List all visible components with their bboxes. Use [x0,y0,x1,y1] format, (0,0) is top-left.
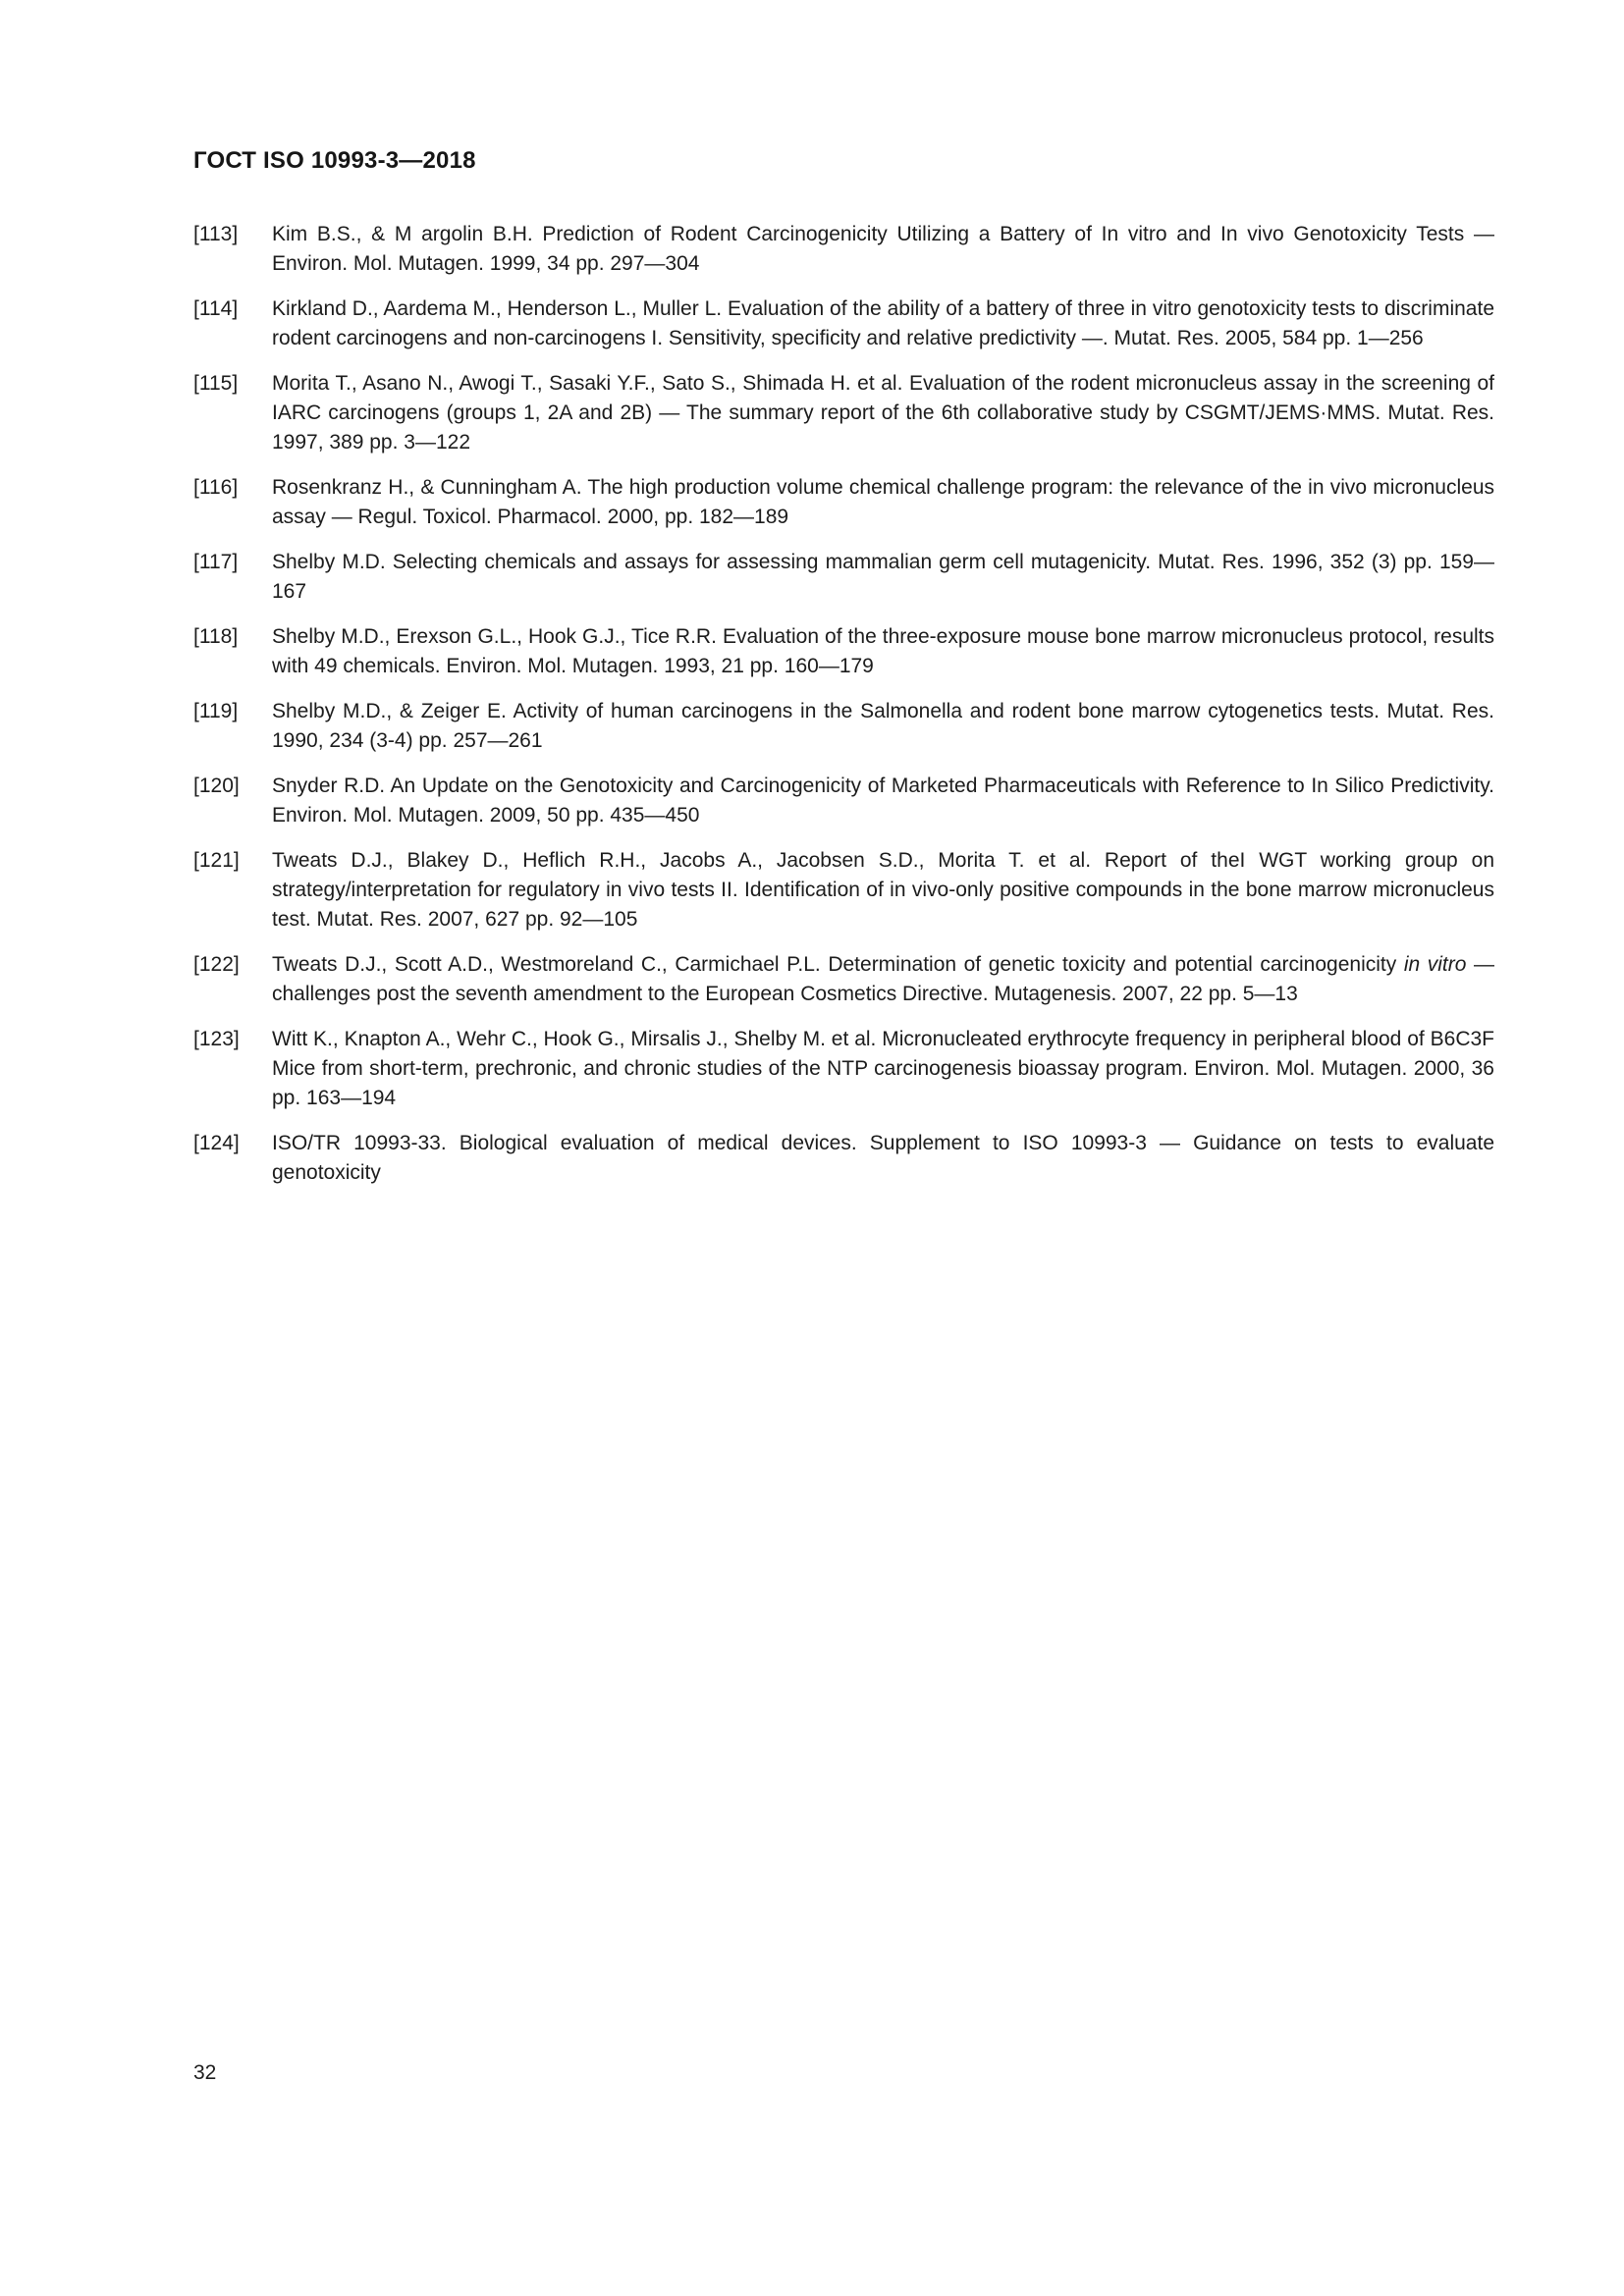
reference-entry [193,622,1494,681]
reference-text [272,220,1494,279]
reference-number: [124] [193,1132,240,1154]
reference-text-segment: Tweats D.J., Blakey D., Heflich R.H., Jacobs A., Jacobsen S.D., Morita T. et al. Report of theI WGT working group on strategy/interpretation for regulatory in vivo tests II. Identification of in vivo-only positive compounds in the bone marrow micronucleus test. Mutat. Res. 2007, 627 pp. 92—105 [272,849,1494,931]
reference-text [272,846,1494,934]
reference-text [272,1129,1494,1188]
reference-number: [120] [193,774,240,797]
reference-entry [193,548,1494,607]
reference-text-segment: — challenges post the seventh amendment to the European Cosmetics Directive. Mutagenesis. 2007, 22 pp. 5—13 [272,953,1494,1005]
reference-entry [193,950,1494,1009]
reference-text [272,369,1494,457]
reference-number: [121] [193,849,240,872]
reference-text-segment: Snyder R.D. An Update on the Genotoxicity and Carcinogenicity of Marketed Pharmaceuticals with Reference to In Silico Predictivity. Environ. Mol. Mutagen. 2009, 50 pp. 435—450 [272,774,1494,827]
references-list [193,220,1494,1188]
reference-text [272,1025,1494,1113]
reference-text-segment: ISO/TR 10993-33. Biological evaluation of medical devices. Supplement to ISO 10993-3 — Guidance on tests to evaluate genotoxicity [272,1132,1494,1184]
reference-text-segment: Shelby M.D., Erexson G.L., Hook G.J., Tice R.R. Evaluation of the three-exposure mouse bone marrow micronucleus protocol, results with 49 chemicals. Environ. Mol. Mutagen. 1993, 21 pp. 160—179 [272,625,1494,677]
reference-entry [193,846,1494,934]
reference-number: [123] [193,1028,240,1050]
page-number: 32 [193,2061,217,2084]
reference-entry [193,1025,1494,1113]
reference-number: [117] [193,551,239,573]
reference-entry [193,220,1494,279]
reference-text-segment: Shelby M.D. Selecting chemicals and assays for assessing mammalian germ cell mutagenicity. Mutat. Res. 1996, 352 (3) pp. 159—167 [272,551,1494,603]
reference-number: [113] [193,223,239,245]
reference-text [272,548,1494,607]
reference-text [272,473,1494,532]
reference-number: [118] [193,625,239,648]
reference-entry [193,772,1494,830]
reference-text-segment: Rosenkranz H., & Cunningham A. The high production volume chemical challenge program: the relevance of the in vivo micronucleus assay — Regul. Toxicol. Pharmacol. 2000, pp. 182—189 [272,476,1494,528]
reference-text-segment: Kirkland D., Aardema M., Henderson L., Muller L. Evaluation of the ability of a battery of three in vitro genotoxicity tests to discriminate rodent carcinogens and non-carcinogens I. Sensitivity, specificity and relative predictivity —. Mutat. Res. 2005, 584 pp. 1—256 [272,297,1494,349]
reference-entry [193,473,1494,532]
reference-text-segment: Shelby M.D., & Zeiger E. Activity of human carcinogens in the Salmonella and rodent bone marrow cytogenetics tests. Mutat. Res. 1990, 234 (3-4) pp. 257—261 [272,700,1494,752]
reference-number: [114] [193,297,239,320]
reference-text [272,697,1494,756]
reference-number: [115] [193,372,239,395]
reference-text-italic-segment: in vitro [1403,953,1467,976]
document-title: ГОСТ ISO 10993-3—2018 [193,147,476,174]
reference-text-segment: Morita T., Asano N., Awogi T., Sasaki Y.F., Sato S., Shimada H. et al. Evaluation of the rodent micronucleus assay in the screening of IARC carcinogens (groups 1, 2A and 2B) — The summary report of the 6th collaborative study by CSGMT/JEMS·MMS. Mutat. Res. 1997, 389 pp. 3—122 [272,372,1494,454]
reference-text-segment: Tweats D.J., Scott A.D., Westmoreland C., Carmichael P.L. Determination of genetic toxicity and potential carcinogenicity [272,953,1404,976]
reference-text-segment: Kim B.S., & M argolin B.H. Prediction of Rodent Carcinogenicity Utilizing a Battery of In vitro and In vivo Genotoxicity Tests — Environ. Mol. Mutagen. 1999, 34 pp. 297—304 [272,223,1494,275]
reference-text [272,294,1494,353]
reference-entry [193,697,1494,756]
reference-number: [116] [193,476,239,499]
reference-entry [193,1129,1494,1188]
reference-number: [122] [193,953,240,976]
reference-entry [193,294,1494,353]
reference-number: [119] [193,700,239,722]
reference-text-segment: Witt K., Knapton A., Wehr C., Hook G., Mirsalis J., Shelby M. et al. Micronucleated erythrocyte frequency in peripheral blood of B6C3F Mice from short-term, prechronic, and chronic studies of the NTP carcinogenesis bioassay program. Environ. Mol. Mutagen. 2000, 36 pp. 163—194 [272,1028,1494,1109]
reference-entry [193,369,1494,457]
reference-text [272,772,1494,830]
reference-text [272,622,1494,681]
reference-text [272,950,1494,1009]
